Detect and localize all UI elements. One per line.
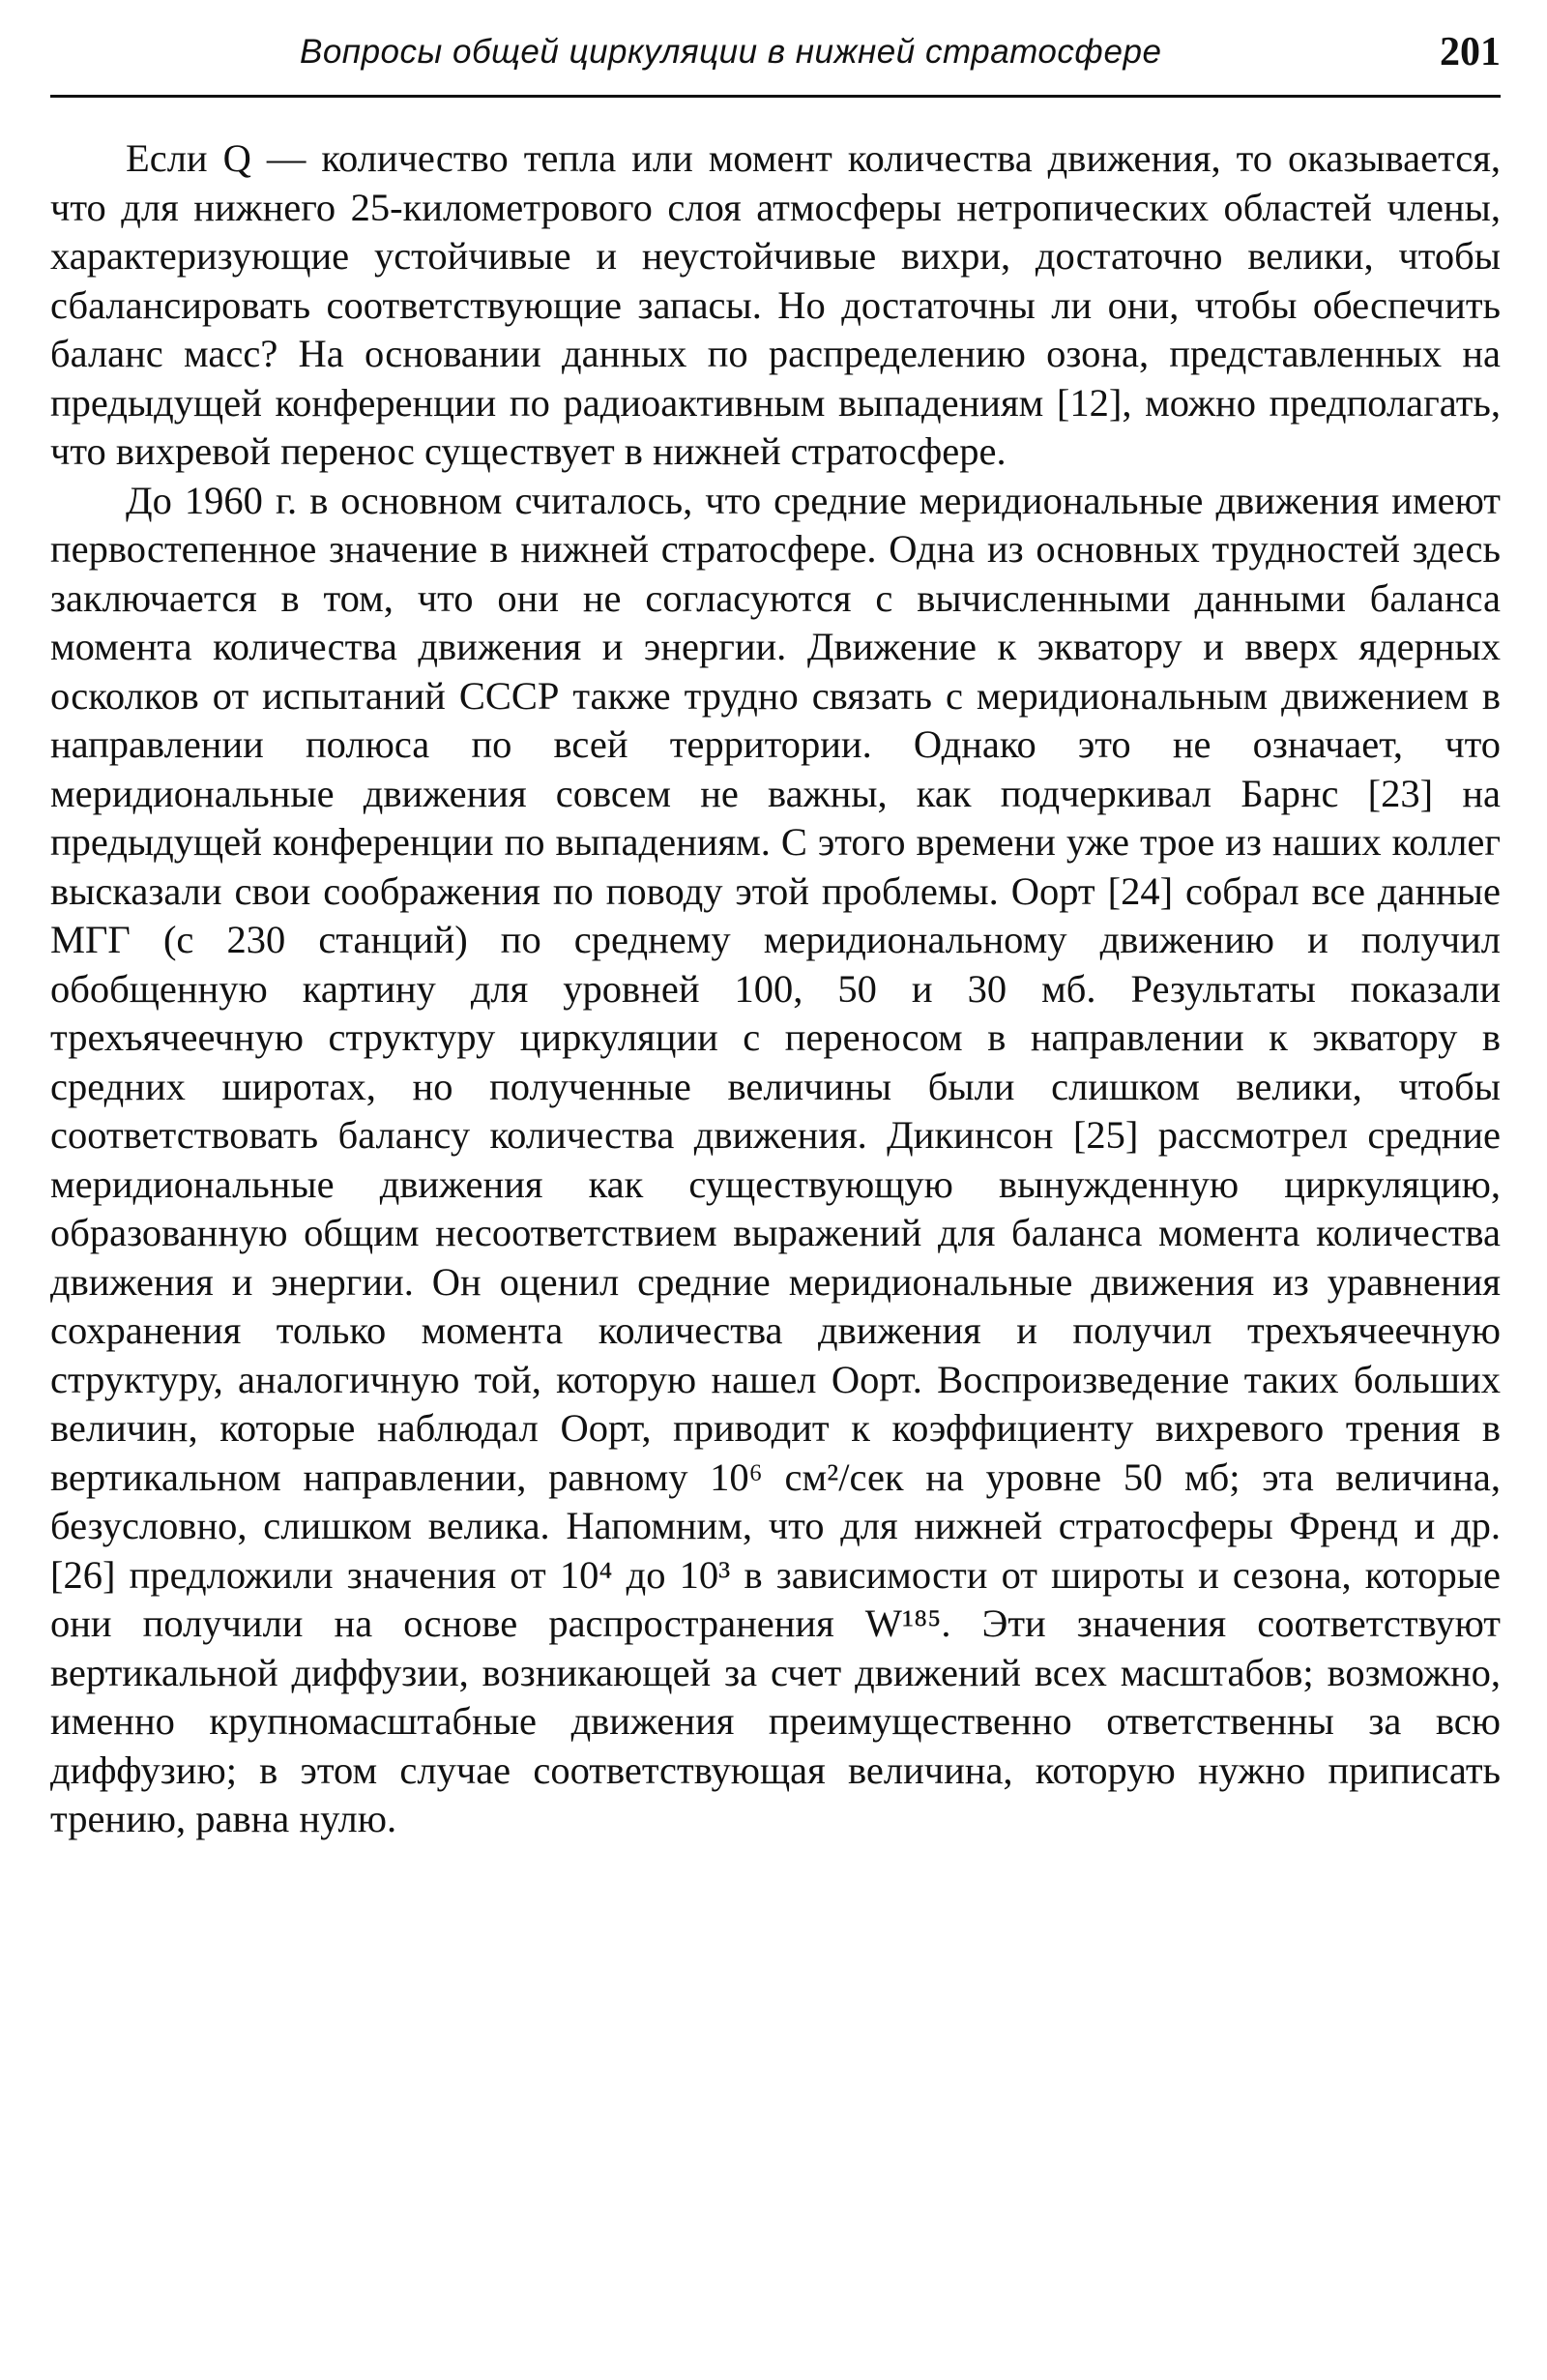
page-number: 201	[1440, 30, 1501, 74]
running-title: Вопросы общей циркуляции в нижней стратосфере	[300, 33, 1162, 71]
paragraph: До 1960 г. в основном считалось, что средние меридиональные движения имеют первостепенное значение в нижней стратосфере. Одна из основных трудностей здесь заключается в том, что они не согласуются с вычисленными данными баланса момента количества движения и энергии. Движение к экватору и вверх ядерных осколков от испытаний СССР также трудно связать с меридиональным движением в направлении полюса по всей территории. Однако это не означает, что меридиональные движения совсем не важны, как подчеркивал Барнс [23] на предыдущей конференции по выпадениям. С этого времени уже трое из наших коллег высказали свои соображения по поводу этой проблемы. Оорт [24] собрал все данные МГГ (с 230 станций) по среднему меридиональному движению и получил обобщенную картину для уровней 100, 50 и 30 мб. Результаты показали трехъячеечную структуру циркуляции с переносом в направлении к экватору в средних широтах, но полученные величины были слишком велики, чтобы соответствовать балансу количества движения. Дикинсон [25] рассмотрел средние меридиональные движения как существующую вынужденную циркуляцию, образованную общим несоответствием выражений для баланса момента количества движения и энергии. Он оценил средние меридиональные движения из уравнения сохранения только момента количества движения и получил трехъячеечную структуру, аналогичную той, которую нашел Оорт. Воспроизведение таких больших величин, которые наблюдал Оорт, приводит к коэффициенту вихревого трения в вертикальном направлении, равному 10⁶ см²/сек на уровне 50 мб; эта величина, безусловно, слишком велика. Напомним, что для нижней стратосферы Френд и др. [26] предложили значения от 10⁴ до 10³ в зависимости от широты и сезона, которые они получили на основе распространения W¹⁸⁵. Эти значения соответствуют вертикальной диффузии, возникающей за счет движений всех масштабов; возможно, именно крупномасштабные движения преимущественно ответственны за всю диффузию; в этом случае соответствующая величина, которую нужно приписать трению, равна нулю.	[50, 478, 1501, 1840]
body-text	[50, 134, 1501, 1844]
paragraph: Если Q — количество тепла или момент количества движения, то оказывается, что для нижнего 25-километрового слоя атмосферы нетропических областей члены, характеризующие устойчивые и неустойчивые вихри, достаточно велики, чтобы сбалансировать соответствующие запасы. Но достаточны ли они, чтобы обеспечить баланс масс? На основании данных по распределению озона, представленных на предыдущей конференции по радиоактивным выпадениям [12], можно предполагать, что вихревой перенос существует в нижней стратосфере.	[50, 136, 1501, 473]
running-header	[50, 27, 1501, 98]
book-page	[50, 27, 1501, 1844]
